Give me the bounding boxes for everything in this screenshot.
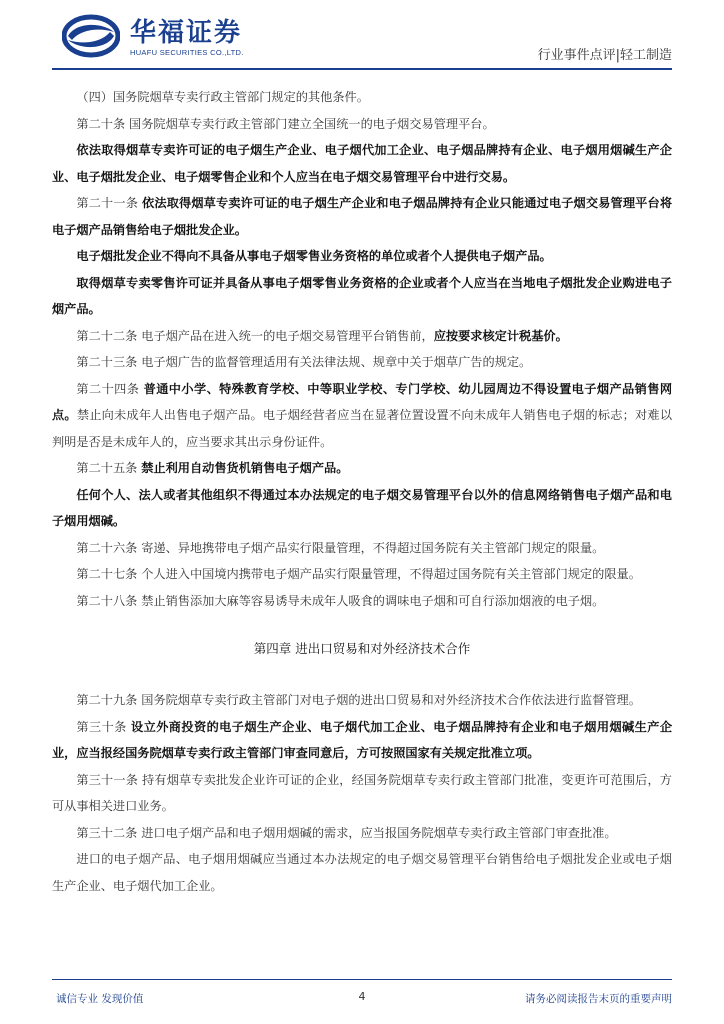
paragraph [52,323,672,350]
bold-text: 普通中小学、特殊教育学校、中等职业学校、专门学校、幼儿园周边不得设置电子烟产品销售网点。 [52,381,673,422]
paragraph [52,349,672,376]
text-run: 第三十二条 进口电子烟产品和电子烟用烟碱的需求，应当报国务院烟草专卖行政主管部门审查批准。 [76,825,617,840]
paragraph [52,482,672,535]
header-divider [52,68,672,70]
paragraph [52,376,672,456]
footer-divider [52,979,672,980]
logo-english-name: HUAFU SECURITIES CO.,LTD. [130,48,244,57]
swirl-logo-icon [62,14,120,58]
text-run: （四）国务院烟草专卖行政主管部门规定的其他条件。 [76,90,369,104]
footer-disclaimer: 请务必阅读报告末页的重要声明 [525,993,672,1005]
paragraph [52,767,672,820]
paragraph [52,535,672,562]
paragraph [52,687,672,714]
paragraph [52,270,672,323]
text-run: 第三十一条 持有烟草专卖批发企业许可证的企业，经国务院烟草专卖行政主管部门批准，变更许可范围后，方可从事相关进口业务。 [52,772,672,813]
regulation-section-1 [52,84,672,614]
text-run: 第二十七条 个人进入中国境内携带电子烟产品实行限量管理，不得超过国务院有关主管部门规定的限量。 [76,567,641,581]
paragraph [52,190,672,243]
text-run: 禁止向未成年人出售电子烟产品。电子烟经营者应当在显著位置设置不向未成年人销售电子烟的标志；对难以判明是否是未成年人的，应当要求其出示身份证件。 [52,408,673,449]
bold-text: 电子烟批发企业不得向不具备从事电子烟零售业务资格的单位或者个人提供电子烟产品。 [76,249,552,263]
paragraph [52,137,672,190]
logo-chinese-name: 华福证券 [130,18,243,48]
chapter-heading: 第四章 进出口贸易和对外经济技术合作 [253,641,471,656]
text-run: 第二十一条 [76,196,143,210]
paragraph [52,820,672,847]
bold-text: 应按要求核定计税基价。 [433,328,568,343]
bold-text: 依法取得烟草专卖许可证的电子烟生产企业和电子烟品牌持有企业只能通过电子烟交易管理平台将电子烟产品销售给电子烟批发企业。 [52,196,673,237]
bold-text: 取得烟草专卖零售许可证并具备从事电子烟零售业务资格的企业或者个人应当在当地电子烟批发企业购进电子烟产品。 [52,275,672,316]
paragraph [52,561,672,588]
paragraph [52,846,672,899]
bold-text: 依法取得烟草专卖许可证的电子烟生产企业、电子烟代加工企业、电子烟品牌持有企业、电子烟用烟碱生产企业、电子烟批发企业、电子烟零售企业和个人应当在电子烟交易管理平台中进行交易。 [52,143,672,184]
text-run: 第二十四条 [76,381,144,396]
paragraph [52,243,672,270]
paragraph [52,455,672,482]
text-run: 第二十六条 寄递、异地携带电子烟产品实行限量管理，不得超过国务院有关主管部门规定的限量。 [76,540,605,555]
text-run: 第二十条 国务院烟草专卖行政主管部门建立全国统一的电子烟交易管理平台。 [76,116,495,131]
document-body [52,84,672,899]
report-category: 行业事件点评|轻工制造 [537,48,672,63]
text-run: 第二十八条 禁止销售添加大麻等容易诱导未成年人吸食的调味电子烟和可自行添加烟液的电子烟。 [76,593,605,608]
paragraph [52,84,672,111]
paragraph [52,714,672,767]
text-run: 第二十五条 [76,461,142,475]
text-run: 第二十九条 国务院烟草专卖行政主管部门对电子烟的进出口贸易和对外经济技术合作依法进行监督管理。 [76,693,641,707]
bold-text: 禁止利用自动售货机销售电子烟产品。 [141,461,349,475]
bold-text: 设立外商投资的电子烟生产企业、电子烟代加工企业、电子烟品牌持有企业和电子烟用烟碱生产企业，应当报经国务院烟草专卖行政主管部门审查同意后，方可按照国家有关规定批准立项。 [52,719,673,760]
page-number: 4 [358,990,366,1003]
company-logo [62,12,252,62]
text-run: 第二十二条 电子烟产品在进入统一的电子烟交易管理平台销售前， [76,328,434,343]
text-run: 第三十条 [76,719,132,734]
regulation-section-2 [52,687,672,899]
footer-slogan: 诚信专业 发现价值 [56,993,144,1005]
text-run: 进口的电子烟产品、电子烟用烟碱应当通过本办法规定的电子烟交易管理平台销售给电子烟批发企业或电子烟生产企业、电子烟代加工企业。 [52,852,672,893]
paragraph [52,111,672,138]
text-run: 第二十三条 电子烟广告的监督管理适用有关法律法规、规章中关于烟草广告的规定。 [76,355,532,369]
page-header [0,0,724,76]
paragraph [52,588,672,615]
bold-text: 任何个人、法人或者其他组织不得通过本办法规定的电子烟交易管理平台以外的信息网络销售电子烟产品和电子烟用烟碱。 [52,487,672,528]
